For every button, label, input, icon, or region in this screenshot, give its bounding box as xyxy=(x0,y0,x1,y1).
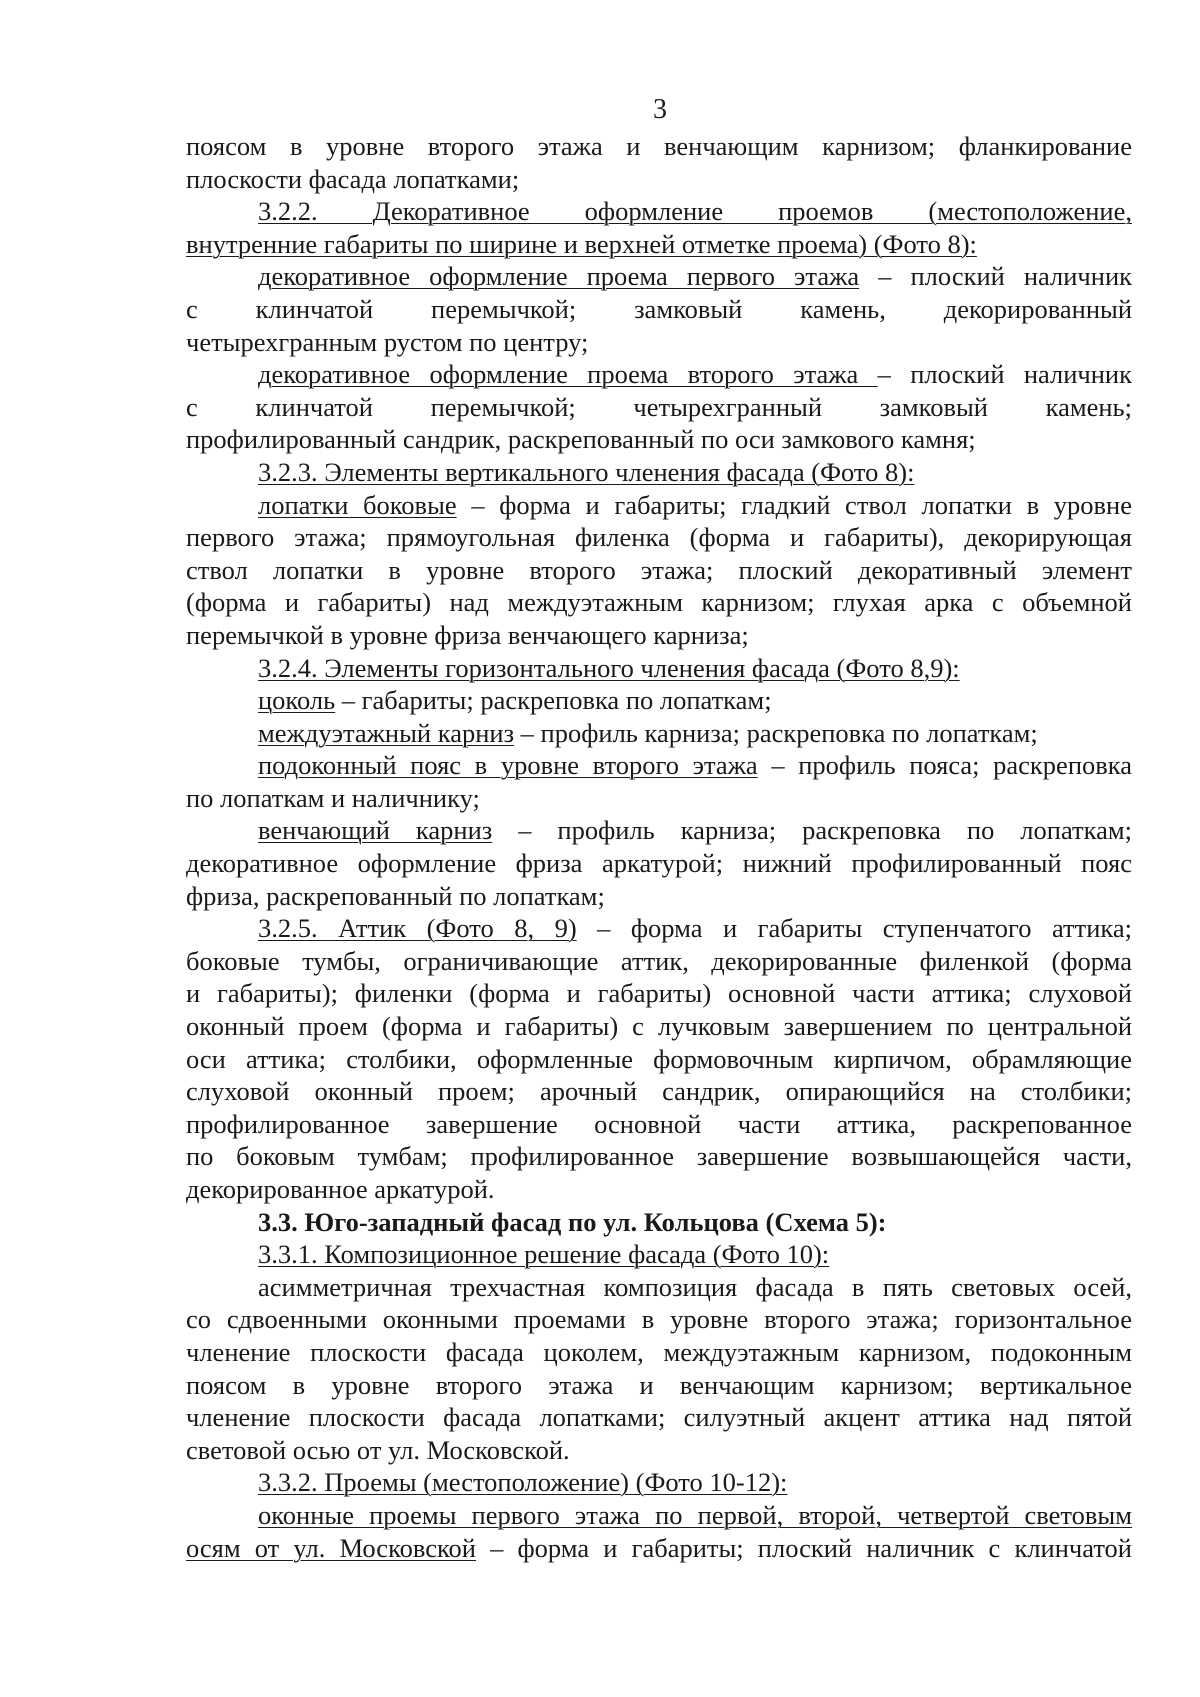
text-line: профилированный сандрик, раскрепованный по оси замкового камня; xyxy=(186,424,976,455)
text-line: оконные проемы первого этажа по первой, второй, четвертой световым xyxy=(258,1499,1132,1530)
text-line: по боковым тумбам; профилированное завершение возвышающейся части, xyxy=(186,1141,1132,1172)
text-line: с клинчатой перемычкой; четырехгранный замковый камень; xyxy=(186,391,1132,422)
text-line: венчающий карниз – профиль карниза; раскреповка по лопаткам; xyxy=(258,815,1132,846)
text-line: по лопаткам и наличнику; xyxy=(186,782,480,813)
text-line: декорированное аркатурой. xyxy=(186,1174,495,1204)
section-heading-3-3-1: 3.3.1. Композиционное решение фасада (Фото 10): xyxy=(258,1239,830,1270)
text-line: лопатки боковые – форма и габариты; гладкий ствол лопатки в уровне xyxy=(258,489,1132,520)
section-heading-3-3: 3.3. Юго-западный фасад по ул. Кольцова (Схема 5): xyxy=(258,1206,887,1237)
text-line: междуэтажный карниз – профиль карниза; раскреповка по лопаткам; xyxy=(258,717,1038,748)
text-line: осям от ул. Московской – форма и габариты; плоский наличник с клинчатой xyxy=(186,1532,1132,1563)
text-line: подоконный пояс в уровне второго этажа – профиль пояса; раскреповка xyxy=(258,750,1132,781)
section-heading-3-2-3: 3.2.3. Элементы вертикального членения фасада (Фото 8): xyxy=(258,456,915,487)
text-line: световой осью от ул. Московской. xyxy=(186,1434,570,1465)
text-line: декоративное оформление проема первого этажа – плоский наличник xyxy=(258,261,1132,292)
text-line: слуховой оконный проем; арочный сандрик, опирающийся на столбики; xyxy=(186,1076,1132,1107)
section-heading-3-3-2: 3.3.2. Проемы (местоположение) (Фото 10-12): xyxy=(258,1467,788,1498)
text-line: внутренние габариты по ширине и верхней отметке проема) (Фото 8): xyxy=(186,228,977,259)
section-heading-3-2-4: 3.2.4. Элементы горизонтального членения фасада (Фото 8,9): xyxy=(258,652,960,683)
text-line: членение плоскости фасада цоколем, междуэтажным карнизом, подоконным xyxy=(186,1336,1132,1367)
text-line: цоколь – габариты; раскреповка по лопаткам; xyxy=(258,685,772,716)
section-heading-3-2-2: 3.2.2. Декоративное оформление проемов (местоположение, xyxy=(258,196,1132,227)
page-number: 3 xyxy=(653,94,667,125)
text-line: с клинчатой перемычкой; замковый камень, декорированный xyxy=(186,293,1132,324)
text-line: со сдвоенными оконными проемами в уровне второго этажа; горизонтальное xyxy=(186,1304,1132,1335)
section-heading-3-2-5: 3.2.5. Аттик (Фото 8, 9) – форма и габариты ступенчатого аттика; xyxy=(258,913,1132,944)
text-line: (форма и габариты) над междуэтажным карнизом; глухая арка с объемной xyxy=(186,587,1132,618)
text-line: оси аттика; столбики, оформленные формовочным кирпичом, обрамляющие xyxy=(186,1043,1132,1074)
text-line: фриза, раскрепованный по лопаткам; xyxy=(186,880,605,911)
text-line: декоративное оформление фриза аркатурой; нижний профилированный пояс xyxy=(186,848,1132,879)
text-line: оконный проем (форма и габариты) с лучковым завершением по центральной xyxy=(186,1011,1132,1042)
text-line: плоскости фасада лопатками; xyxy=(186,163,520,194)
document-body xyxy=(186,130,1132,1564)
text-line: поясом в уровне второго этажа и венчающим карнизом; фланкирование xyxy=(186,131,1132,161)
text-line: и габариты); филенки (форма и габариты) основной части аттика; слуховой xyxy=(186,978,1132,1009)
text-line: ствол лопатки в уровне второго этажа; плоский декоративный элемент xyxy=(186,554,1132,585)
text-line: четырехгранным рустом по центру; xyxy=(186,326,589,357)
text-line: декоративное оформление проема второго этажа – плоский наличник xyxy=(258,359,1132,390)
text-line: боковые тумбы, ограничивающие аттик, декорированные филенкой (форма xyxy=(186,945,1132,976)
text-line: первого этажа; прямоугольная филенка (форма и габариты), декорирующая xyxy=(186,522,1132,553)
text-line: профилированное завершение основной части аттика, раскрепованное xyxy=(186,1108,1132,1139)
text-line: поясом в уровне второго этажа и венчающим карнизом; вертикальное xyxy=(186,1369,1132,1400)
text-line: членение плоскости фасада лопатками; силуэтный акцент аттика над пятой xyxy=(186,1402,1132,1433)
text-line: перемычкой в уровне фриза венчающего карниза; xyxy=(186,619,749,650)
text-line: асимметричная трехчастная композиция фасада в пять световых осей, xyxy=(258,1271,1132,1302)
